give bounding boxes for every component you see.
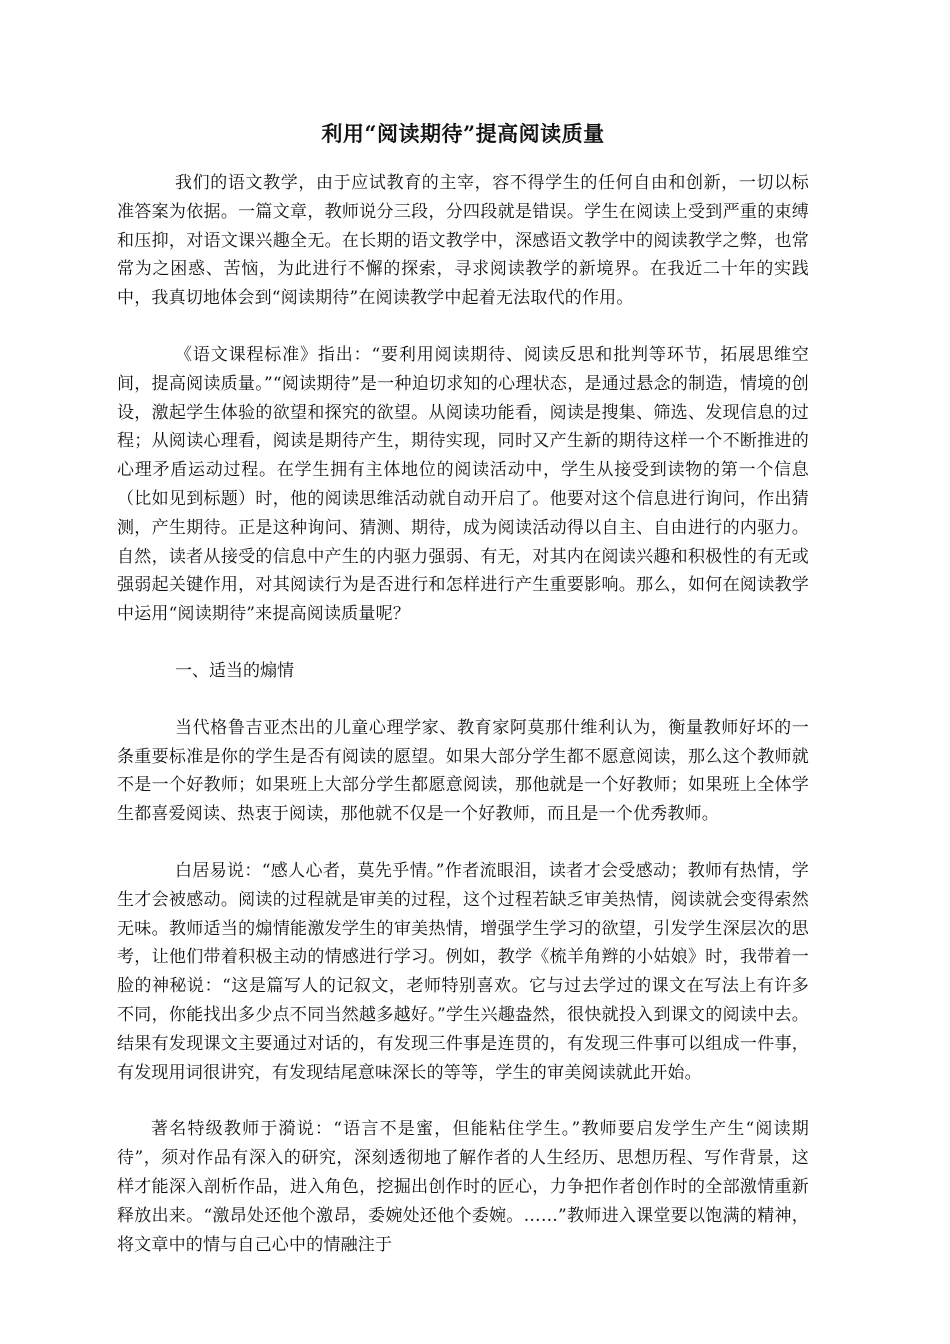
document-page <box>117 118 809 1287</box>
paragraph-bai-juyi: 白居易说：“感人心者，莫先乎情。”作者流眼泪，读者才会受感动；教师有热情，学生才会被感动。阅读的过程就是审美的过程，这个过程若缺乏审美热情，阅读就会变得索然无味。教师适当的煽情能激发学生的审美热情，增强学生学习的欲望，引发学生深层次的思考，让他们带着积极主动的情感进行学习。例如，教学《梳羊角辫的小姑娘》时，我带着一脸的神秘说：“这是篇写人的记叙文，老师特别喜欢。它与过去学过的课文在写法上有许多不同，你能找出多少点不同当然越多越好。”学生兴趣盎然，很快就投入到课文的阅读中去。结果有发现课文主要通过对话的，有发现三件事是连贯的，有发现三件事可以组成一件事，有发现用词很讲究，有发现结尾意味深长的等等，学生的审美阅读就此开始。 <box>117 860 809 1083</box>
paragraph-yu-yi: 著名特级教师于漪说：“语言不是蜜，但能粘住学生。”教师要启发学生产生“阅读期待”，须对作品有深入的研究，深刻透彻地了解作者的人生经历、思想历程、写作背景，这样才能深入剖析作品，进入角色，挖掘出创作时的匠心，力争把作者创作时的全部激情重新释放出来。“激昂处还他个激昂，委婉处还他个委婉。……”教师进入课堂要以饱满的精神，将文章中的情与自己心中的情融注于 <box>117 1119 809 1255</box>
paragraph-curriculum-standard: 《语文课程标准》指出：“要利用阅读期待、阅读反思和批判等环节，拓展思维空间，提高阅读质量。”“阅读期待”是一种迫切求知的心理状态，是通过悬念的制造，情境的创设，激起学生体验的欲望和探究的欲望。从阅读功能看，阅读是搜集、筛选、发现信息的过程；从阅读心理看，阅读是期待产生，期待实现，同时又产生新的期待这样一个不断推进的心理矛盾运动过程。在学生拥有主体地位的阅读活动中，学生从接受到读物的第一个信息（比如见到标题）时，他的阅读思维活动就自动开启了。他要对这个信息进行询问，作出猜测，产生期待。正是这种询问、猜测、期待，成为阅读活动得以自主、自由进行的内驱力。自然，读者从接受的信息中产生的内驱力强弱、有无，对其内在阅读兴趣和积极性的有无或强弱起关键作用，对其阅读行为是否进行和怎样进行产生重要影响。那么，如何在阅读教学中运用“阅读期待”来提高阅读质量呢？ <box>117 344 809 625</box>
document-title: 利用“阅读期待”提高阅读质量 <box>321 121 605 146</box>
section-heading: 一、适当的煽情 <box>175 660 294 681</box>
paragraph-intro: 我们的语文教学，由于应试教育的主宰，容不得学生的任何自由和创新，一切以标准答案为依据。一篇文章，教师说分三段，分四段就是错误。学生在阅读上受到严重的束缚和压抑，对语文课兴趣全无。在长期的语文教学中，深感语文教学中的阅读教学之弊，也常常为之困惑、苦恼，为此进行不懈的探索，寻求阅读教学的新境界。在我近二十年的实践中，我真切地体会到“阅读期待”在阅读教学中起着无法取代的作用。 <box>117 173 809 309</box>
paragraph-amonashvili: 当代格鲁吉亚杰出的儿童心理学家、教育家阿莫那什维利认为，衡量教师好坏的一条重要标准是你的学生是否有阅读的愿望。如果大部分学生都不愿意阅读，那么这个教师就不是一个好教师；如果班上大部分学生都愿意阅读，那他就是一个好教师；如果班上全体学生都喜爱阅读、热衷于阅读，那他就不仅是一个好教师，而且是一个优秀教师。 <box>117 717 809 825</box>
